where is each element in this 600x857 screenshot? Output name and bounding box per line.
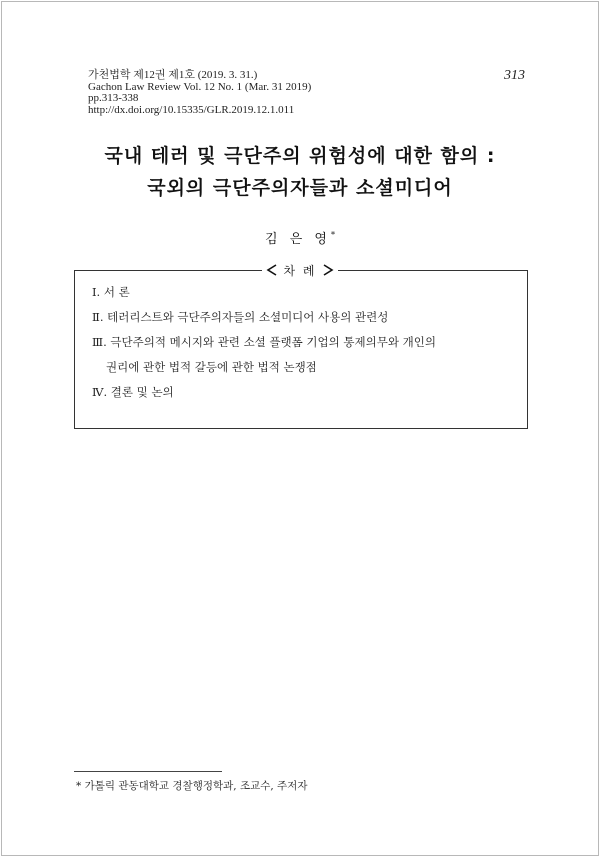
toc-header <box>0 260 600 280</box>
toc-heading: 차 례 <box>283 264 317 278</box>
toc-item-3[interactable]: Ⅲ. 극단주의적 메시지와 관련 소셜 플랫폼 기업의 통제의무와 개인의 <box>92 335 436 349</box>
journal-korean-citation: 가천법학 제12권 제1호 (2019. 3. 31.) <box>88 69 258 81</box>
journal-english-citation: Gachon Law Review Vol. 12 No. 1 (Mar. 31 2019) <box>88 80 312 93</box>
author-footnote: * 가톨릭 관동대학교 경찰행정학과, 조교수, 주저자 <box>76 780 308 792</box>
author <box>0 228 600 247</box>
left-angle-icon <box>266 264 278 276</box>
page-number: 313 <box>504 68 525 83</box>
toc-item-3-continuation[interactable]: 권리에 관한 법적 갈등에 관한 법적 논쟁점 <box>106 360 317 374</box>
author-footnote-mark: * <box>330 230 335 240</box>
footnote-divider <box>74 771 222 772</box>
right-angle-icon <box>322 264 334 276</box>
toc-item-4[interactable]: Ⅳ. 결론 및 논의 <box>92 385 174 399</box>
toc-item-1[interactable]: Ⅰ. 서 론 <box>92 285 130 299</box>
author-name: 김 은 영 <box>265 232 331 247</box>
journal-meta <box>88 70 311 116</box>
page-range: pp.313-338 <box>88 92 139 104</box>
paper-title-line-1: 국내 테러 및 극단주의 위험성에 대한 함의 : <box>104 145 496 167</box>
paper-title-line-2: 국외의 극단주의자들과 소셜미디어 <box>147 177 453 199</box>
doi-link[interactable]: http://dx.doi.org/10.15335/GLR.2019.12.1.011 <box>88 103 295 116</box>
toc-item-2[interactable]: Ⅱ. 테러리스트와 극단주의자들의 소셜미디어 사용의 관련성 <box>92 310 389 324</box>
